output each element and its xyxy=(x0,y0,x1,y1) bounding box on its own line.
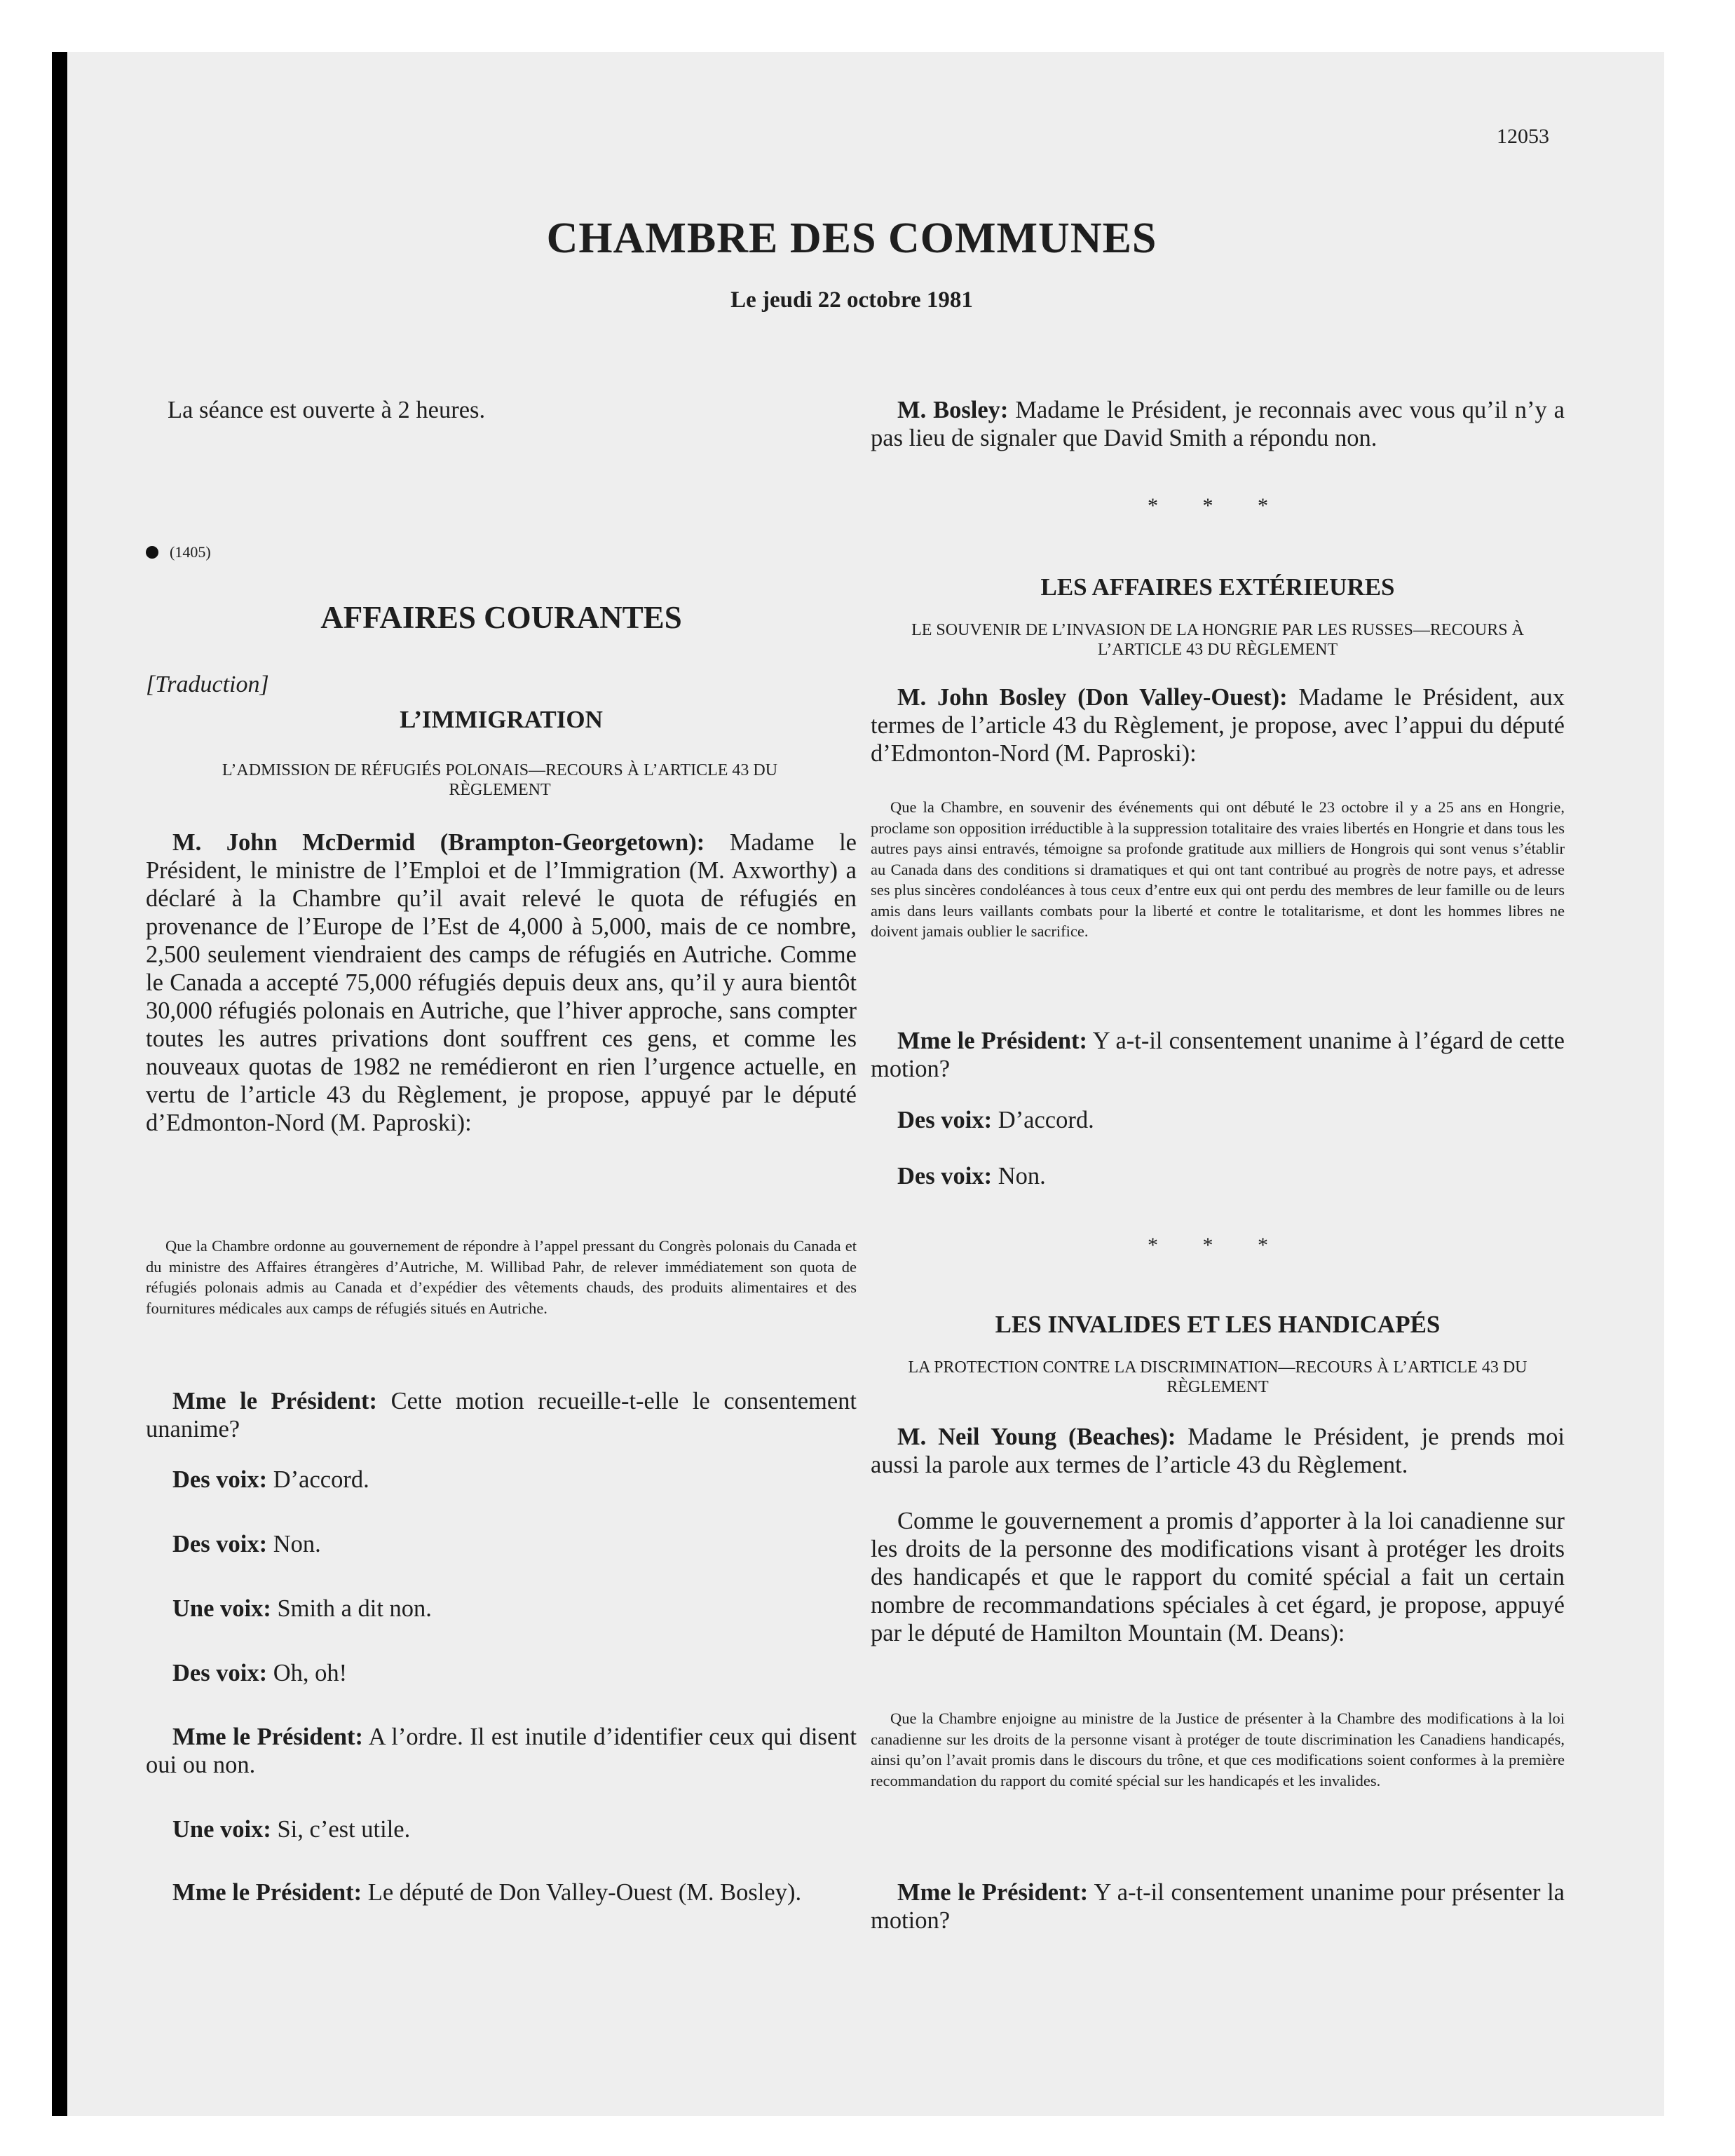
speech-text: Non. xyxy=(998,1163,1046,1189)
section-separator: * * * xyxy=(1148,494,1288,517)
speech-bosley-short xyxy=(871,396,1565,452)
exchange-3 xyxy=(146,1530,857,1558)
motion-polish-refugees: Que la Chambre ordonne au gouvernement de répondre à l’appel pressant du Congrès polonais du Canada et du ministre des Affaires étrangères d’Autriche, M. Willibad Pahr, de relever immédiatement son quota de réfugiés polonais admis au Canada et d’expédier des vêtements chauds, des produits alimentaires et des fournitures médicales aux camps de réfugiés situés en Autriche. xyxy=(146,1237,857,1317)
speaker-name: Une voix: xyxy=(172,1595,271,1622)
speaker-name: Une voix: xyxy=(172,1816,271,1843)
page-title: CHAMBRE DES COMMUNES xyxy=(546,214,1157,262)
speech-young-cont: Comme le gouvernement a promis d’apporter à la loi canadienne sur les droits de la personne des modifications visant à protéger les droits des handicapés et que le rapport du comité spécial a fait un certain nombre de recommandations spéciales à cet égard, je propose, appuyé par le député de Hamilton Mountain (M. Deans): xyxy=(871,1508,1565,1646)
speech-text: Madame le Président, aux termes de l’article 43 du Règlement, je propose, avec l’appui du député d’Edmonton-Nord (M. Paproski): xyxy=(871,684,1565,767)
speaker-name: M. Bosley: xyxy=(897,397,1009,423)
final-exchange xyxy=(871,1878,1565,1935)
exchange-1 xyxy=(146,1387,857,1443)
exchange-2 xyxy=(146,1466,857,1494)
speech-text: Madame le Président, je prends moi aussi la parole aux termes de l’article 43 du Règlement. xyxy=(871,1424,1565,1478)
time-marker xyxy=(146,543,211,561)
motion-hungary: Que la Chambre, en souvenir des événements qui ont débuté le 23 octobre il y a 25 ans en Hongrie, proclame son opposition irréductible à la suppression totalitaire des vraies libertés en Hongrie et dans tous les autres pays ainsi entravés, témoigne sa profonde gratitude aux milliers de Hongrois qui sont venus s’établir au Canada dans des conditions si dramatiques et qui ont tant contribué au progrès de notre pays, et adresse ses plus sincères condoléances à tous ceux d’entre eux qui ont perdu des membres de leur famille ou de leurs amis dans leurs vaillants combats pour la liberté et contre le totalitarisme, et dont les hommes libres ne doivent jamais oublier le sacrifice. xyxy=(871,798,1565,940)
speech-text: Si, c’est utile. xyxy=(277,1816,411,1843)
speech-text: D’accord. xyxy=(273,1466,369,1493)
session-date: Le jeudi 22 octobre 1981 xyxy=(730,287,973,313)
exchange-r1 xyxy=(871,1027,1565,1083)
speech-bosley-motion xyxy=(871,683,1565,767)
speech-text: Le député de Don Valley-Ouest (M. Bosley). xyxy=(367,1879,802,1906)
section-title: AFFAIRES COURANTES xyxy=(320,600,682,635)
speech-text: D’accord. xyxy=(998,1107,1094,1133)
subject-subtitle: L’ADMISSION DE RÉFUGIÉS POLONAIS—RECOURS À L’ARTICLE 43 DU RÈGLEMENT xyxy=(222,761,778,799)
speaker-name: Mme le Président: xyxy=(897,1028,1087,1054)
exchange-7 xyxy=(146,1815,857,1843)
section-title-external-affairs: LES AFFAIRES EXTÉRIEURES xyxy=(1040,573,1395,601)
speech-text: Madame le Président, le ministre de l’Emploi et de l’Immigration (M. Axworthy) a déclaré à la Chambre qu’il avait relevé le quota de réfugiés en provenance de l’Europe de l’Est de 4,000 à 5,000, mais de ce nombre, 2,500 seulement viendraient des camps de réfugiés en Autriche. Comme le Canada a accepté 75,000 réfugiés depuis deux ans, qu’il y aura bientôt 30,000 réfugiés polonais en Autriche, que l’hiver approche, sans compter toutes les autres privations dont souffrent ces gens, et comme les nouveaux quotas de 1982 ne remédieront en rien l’urgence actuelle, en vertu de l’article 43 du Règlement, je propose, appuyé par le député d’Edmonton-Nord (M. Paproski): xyxy=(146,829,857,1136)
bullet-icon xyxy=(146,546,158,559)
speaker-name: Des voix: xyxy=(897,1163,993,1189)
section-separator-2: * * * xyxy=(1148,1234,1288,1257)
motion-disabled: Que la Chambre enjoigne au ministre de la Justice de présenter à la Chambre des modifications à la loi canadienne sur les droits de la personne visant à protéger de toute discrimination les Canadiens handicapés, ainsi qu’on l’avait promis dans le discours du trône, et que ces modifications soient conformes à la première recommandation du rapport du comité spécial sur les handicapés et les invalides. xyxy=(871,1710,1565,1789)
speaker-name: M. John Bosley (Don Valley-Ouest): xyxy=(897,684,1288,711)
speaker-name: Mme le Président: xyxy=(897,1879,1089,1906)
section-title-disabled: LES INVALIDES ET LES HANDICAPÉS xyxy=(995,1311,1441,1338)
exchange-6 xyxy=(146,1723,857,1779)
section-subtitle-hungary: LE SOUVENIR DE L’INVASION DE LA HONGRIE PAR LES RUSSES—RECOURS À L’ARTICLE 43 DU RÈGLEMENT xyxy=(911,621,1524,659)
exchange-4 xyxy=(146,1595,857,1623)
speech-text: Smith a dit non. xyxy=(277,1595,432,1622)
subject-title: L’IMMIGRATION xyxy=(400,706,603,733)
exchange-8 xyxy=(146,1878,857,1906)
speaker-name: M. Neil Young (Beaches): xyxy=(897,1424,1176,1450)
speaker-name: Des voix: xyxy=(172,1531,268,1557)
speech-text: Madame le Président, je reconnais avec vous qu’il n’y a pas lieu de signaler que David Smith a répondu non. xyxy=(871,397,1565,451)
speech-mcdermid xyxy=(146,828,857,1137)
speech-text: Y a-t-il consentement unanime à l’égard de cette motion? xyxy=(871,1028,1565,1082)
binding-edge xyxy=(52,52,67,2116)
speech-text: Non. xyxy=(273,1531,321,1557)
speaker-name: Des voix: xyxy=(172,1466,268,1493)
speaker-name: Des voix: xyxy=(897,1107,993,1133)
speaker-name: Mme le Président: xyxy=(172,1879,362,1906)
section-subtitle-discrimination: LA PROTECTION CONTRE LA DISCRIMINATION—RECOURS À L’ARTICLE 43 DU RÈGLEMENT xyxy=(908,1358,1528,1396)
exchange-5 xyxy=(146,1659,857,1687)
speech-text: Cette motion recueille-t-elle le consentement unanime? xyxy=(146,1388,857,1442)
exchange-r3 xyxy=(871,1162,1565,1190)
speaker-name: Mme le Président: xyxy=(172,1388,377,1414)
speech-text: Oh, oh! xyxy=(273,1660,348,1686)
speech-text: Y a-t-il consentement unanime pour présenter la motion? xyxy=(871,1879,1565,1934)
speaker-name: Des voix: xyxy=(172,1660,268,1686)
translation-tag: [Traduction] xyxy=(146,671,269,697)
speaker-name: M. John McDermid (Brampton-Georgetown): xyxy=(172,829,705,856)
speech-text: A l’ordre. Il est inutile d’identifier ceux qui disent oui ou non. xyxy=(146,1724,857,1778)
sitting-opening: La séance est ouverte à 2 heures. xyxy=(168,397,486,423)
time-marker-text: (1405) xyxy=(170,543,211,561)
speaker-name: Mme le Président: xyxy=(172,1724,364,1750)
speech-young xyxy=(871,1423,1565,1479)
page-number: 12053 xyxy=(1497,125,1549,148)
exchange-r2 xyxy=(871,1106,1565,1134)
